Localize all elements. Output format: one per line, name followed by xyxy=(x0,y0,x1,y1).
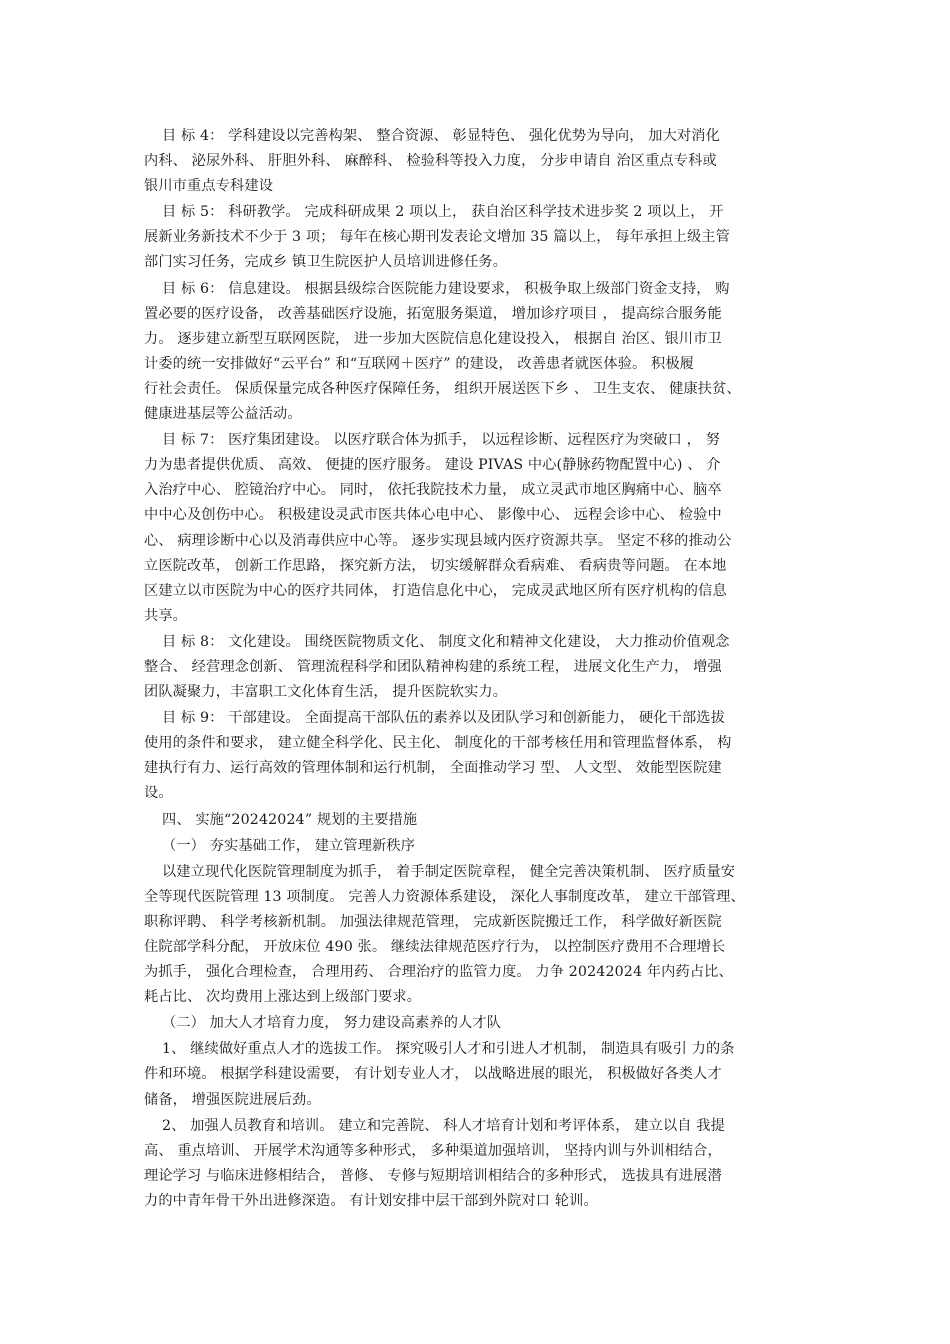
text-line: 力的中青年骨干外出进修深造。 有计划安排中层干部到外院对口 轮训。 xyxy=(144,1192,598,1209)
text-line: 置必要的医疗设备， 改善基础医疗设施，拓宽服务渠道， 增加诊疗项目 ， 提高综合服务能 xyxy=(144,305,722,322)
text-line: 全等现代医院管理 13 项制度。 完善人力资源体系建设， 深化人事制度改革， 建立干部管理、 xyxy=(144,888,745,905)
text-line: 计委的统一安排做好“云平台” 和“互联网＋医疗” 的建设， 改善患者就医体验。 积极履 xyxy=(144,355,695,372)
text-line: 部门实习任务，完成乡 镇卫生院医护人员培训进修任务。 xyxy=(144,254,508,271)
text-line: 耗占比、 次均费用上涨达到上级部门要求。 xyxy=(144,989,422,1006)
section-heading: 四、 实施“20242024” 规划的主要措施 xyxy=(162,811,418,828)
text-line: 使用的条件和要求， 建立健全科学化、民主化、 制度化的干部考核任用和管理监督体系， 构 xyxy=(144,735,732,752)
text-line: 高、 重点培训、 开展学术沟通等多种形式， 多种渠道加强培训， 坚持内训与外训相结合， xyxy=(144,1142,722,1159)
text-line: 中中心及创伤中心。 积极建设灵武市医共体心电中心、 影像中心、 远程会诊中心、 检验中 xyxy=(144,507,722,524)
text-line: 团队凝聚力，丰富职工文化体育生活， 提升医院软实力。 xyxy=(144,684,508,701)
text-line: 储备， 增强医院进展后劲。 xyxy=(144,1091,321,1108)
paragraph-goal-7 xyxy=(144,428,816,629)
text-line: 银川市重点专科建设 xyxy=(144,178,274,195)
text-line: 区建立以市医院为中心的医疗共同体， 打造信息化中心， 完成灵武地区所有医疗机构的信息 xyxy=(144,582,727,599)
text-line: 目 标 9： 干部建设。 全面提高干部队伍的素养以及团队学习和创新能力， 硬化干部选拔 xyxy=(162,710,725,727)
subsection-heading-2 xyxy=(144,1011,816,1036)
text-line: 整合、 经营理念创新、 管理流程科学和团队精神构建的系统工程， 进展文化生产力， 增强 xyxy=(144,658,722,675)
subsection-heading-1 xyxy=(144,834,816,859)
paragraph-goal-5 xyxy=(144,200,816,275)
text-line: 理论学习 与临床进修相结合， 普修、 专修与短期培训相结合的多种形式， 选拔具有进展潜 xyxy=(144,1167,722,1184)
text-line: 1、 继续做好重点人才的选拔工作。 探究吸引人才和引进人才机制， 制造具有吸引 力的条 xyxy=(162,1041,735,1058)
text-line: 以建立现代化医院管理制度为抓手， 着手制定医院章程， 健全完善决策机制、 医疗质量安 xyxy=(162,863,736,880)
text-line: 健康进基层等公益活动。 xyxy=(144,406,302,423)
text-line: 目 标 8： 文化建设。 围绕医院物质文化、 制度文化和精神文化建设， 大力推动价值观念 xyxy=(162,633,730,650)
text-line: 设。 xyxy=(144,785,173,802)
text-line: 入治疗中心、 腔镜治疗中心。 同时， 依托我院技术力量， 成立灵武市地区胸痛中心、脑卒 xyxy=(144,482,722,499)
document-body xyxy=(144,124,816,1215)
text-line: 共享。 xyxy=(144,607,188,624)
text-line: 目 标 4： 学科建设以完善构架、 整合资源、 彰显特色、 强化优势为导向， 加大对消化 xyxy=(162,128,720,144)
text-line: 住院部学科分配， 开放床位 490 张。 继续法律规范医疗行为， 以控制医疗费用不合理增长 xyxy=(144,939,726,955)
text-line: 2、 加强人员教育和培训。 建立和完善院、 科人才培育计划和考评体系， 建立以自 我提 xyxy=(162,1117,725,1134)
paragraph-talent-2 xyxy=(144,1114,816,1214)
subsection-heading: （一） 夯实基础工作， 建立管理新秩序 xyxy=(162,837,416,854)
paragraph-goal-6 xyxy=(144,277,816,428)
text-line: 心、 病理诊断中心以及消毒供应中心等。 逐步实现县域内医疗资源共享。 坚定不移的推动公 xyxy=(144,532,732,549)
section-heading-4 xyxy=(144,808,816,833)
text-line: 目 标 7： 医疗集团建设。 以医疗联合体为抓手， 以远程诊断、远程医疗为突破口 ， 努 xyxy=(162,432,720,449)
text-line: 职称评聘、 科学考核新机制。 加强法律规范管理， 完成新医院搬迁工作， 科学做好新医院 xyxy=(144,913,722,930)
text-line: 目 标 6： 信息建设。 根据县级综合医院能力建设要求， 积极争取上级部门资金支持， 购 xyxy=(162,280,730,297)
text-line: 力。 逐步建立新型互联网医院， 进一步加大医院信息化建设投入， 根据自 治区、银川市卫 xyxy=(144,330,722,347)
text-line: 展新业务新技术不少于 3 项； 每年在核心期刊发表论文增加 35 篇以上， 每年承担上级主管 xyxy=(144,229,730,246)
text-line: 为抓手， 强化合理检查， 合理用药、 合理治疗的监管力度。 力争 20242024 年内药占比、 xyxy=(144,964,733,981)
subsection-heading: （二） 加大人才培育力度， 努力建设高素养的人才队 xyxy=(162,1015,502,1032)
text-line: 立医院改革， 创新工作思路， 探究新方法， 切实缓解群众看病难、 看病贵等问题。 在本地 xyxy=(144,557,727,574)
text-line: 建执行有力、运行高效的管理体制和运行机制， 全面推动学习 型、 人文型、 效能型医院建 xyxy=(144,760,722,777)
text-line: 件和环境。 根据学科建设需要， 有计划专业人才， 以战略进展的眼光， 积极做好各类人才 xyxy=(144,1066,722,1083)
text-line: 力为患者提供优质、 高效、 便捷的医疗服务。 建设 PIVAS 中心(静脉药物配置中心) 、 介 xyxy=(144,457,721,474)
text-line: 内科、 泌尿外科、 肝胆外科、 麻醉科、 检验科等投入力度， 分步申请自 治区重点专科或 xyxy=(144,153,717,170)
paragraph-talent-1 xyxy=(144,1037,816,1112)
paragraph-goal-4 xyxy=(144,124,816,199)
paragraph-goal-8 xyxy=(144,630,816,705)
text-line: 目 标 5： 科研教学。 完成科研成果 2 项以上， 获自治区科学技术进步奖 2 项以上， 开 xyxy=(162,204,724,221)
paragraph-measure-1 xyxy=(144,860,816,1011)
paragraph-goal-9 xyxy=(144,706,816,806)
text-line: 行社会责任。 保质保量完成各种医疗保障任务， 组织开展送医下乡 、 卫生支农、 健康扶贫、 xyxy=(144,380,741,397)
